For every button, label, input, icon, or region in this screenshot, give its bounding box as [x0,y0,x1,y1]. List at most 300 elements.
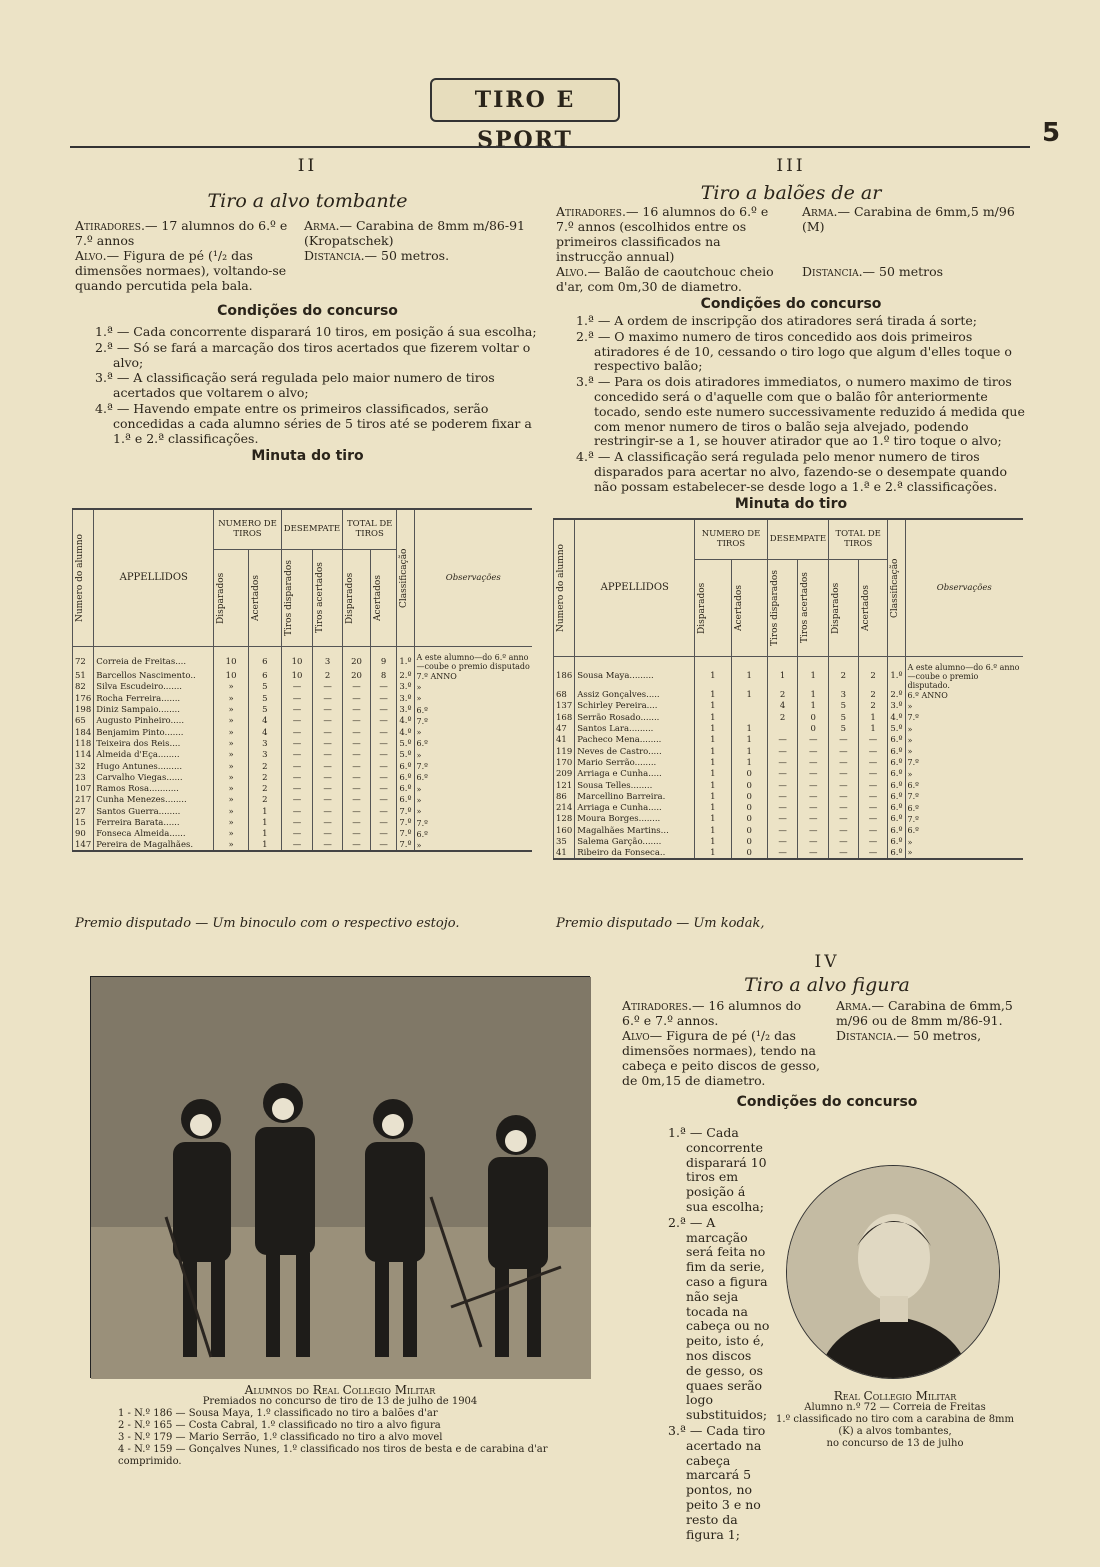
subheader-cell [767,559,798,656]
cell-observacao: 7.º [905,814,1023,825]
cell-numero: 176 [73,693,94,704]
cell-classificacao: 7.º [397,829,414,840]
cell-tiros-disparados: — [281,704,312,715]
cell-tiros-acertados: 3 [313,646,343,671]
portrait-caption [770,1390,1020,1450]
cell-classificacao: 3.º [888,701,905,712]
prize-ii: Premio disputado — Um binoculo com o respectivo estojo. [75,916,460,931]
minuta-title: Minuta do tiro [251,448,364,465]
condition-item: 3.ª — A classificação será regulada pelo maior numero de tiros acertados que voltarem o alvo; [95,370,495,401]
cell-disparados: 1 [695,690,731,701]
cell-total-disparados: — [343,750,371,761]
caption-line: no concurso de 13 de julho [826,1438,964,1449]
cell-apellido: Sousa Telles........ [575,780,695,791]
cell-apellido: Moura Borges........ [575,814,695,825]
cell-disparados: » [214,795,249,806]
cell-numero: 118 [73,738,94,749]
cell-classificacao: 5.º [888,723,905,734]
alvo-label: Alvo. [556,264,588,279]
cell-total-disparados: — [343,783,371,794]
cell-numero: 32 [73,761,94,772]
cell-acertados: 2 [248,783,281,794]
cell-observacao: 7.º [905,712,1023,723]
cell-observacao: 6.º [414,738,532,749]
distancia-label: Distancia. [836,1028,897,1043]
conditions-title: Condições do concurso [736,1094,918,1110]
cell-apellido: Hugo Antunes......... [94,761,214,772]
condition-item: 4.ª — A classificação será regulada pelo menor numero de tiros disparados para acertar no alvo, fazendo-se o desempate quando não possam estabelecer-se desde logo a 1.ª e 2.ª classificações. [576,449,1007,494]
cell-observacao: 6.º [414,772,532,783]
cell-apellido: Silva Escudeiro....... [94,682,214,693]
subheader-cell [343,549,371,646]
cell-tiros-acertados: — [313,761,343,772]
cell-numero: 27 [73,806,94,817]
table-row [73,806,533,817]
cell-disparados: » [214,682,249,693]
subheader-text: Disparados [697,581,708,634]
cell-disparados: » [214,840,249,851]
cell-apellido: Rocha Ferreira....... [94,693,214,704]
section-numeral: III [776,156,806,176]
cell-disparados: 10 [214,646,249,671]
cell-observacao: 7.º [414,817,532,828]
cell-total-disparados: 20 [343,671,371,682]
cell-apellido: Pereira de Magalhães. [94,840,214,851]
cell-classificacao: 1.º [888,656,905,690]
cell-tiros-acertados: — [313,738,343,749]
cell-numero: 35 [554,836,575,847]
condition-item: 1.ª — Cada concorrente disparará 10 tiros em posição á sua escolha; [668,1125,767,1214]
cell-observacao: » [414,795,532,806]
header-apellidos: APPELLIDOS [94,509,214,646]
table-row [73,682,533,693]
table-row [73,704,533,715]
header-rule [70,146,1030,148]
table-row [554,701,1024,712]
cell-acertados: 5 [248,682,281,693]
cell-observacao: » [414,682,532,693]
cell-apellido: Diniz Sampaio........ [94,704,214,715]
cell-total-acertados: 9 [370,646,396,671]
cell-acertados: 0 [731,836,767,847]
cell-numero: 121 [554,780,575,791]
table-row [554,836,1024,847]
group-photo-image [91,977,591,1379]
header-desempate: DESEMPATE [281,509,342,549]
cell-classificacao: 2.º [397,671,414,682]
atiradores-label: Atiradores. [556,204,626,219]
section-ii [75,156,540,464]
subheader-text: Disparados [345,571,356,624]
conditions-title: Condições do concurso [700,296,882,312]
cell-tiros-disparados: 1 [767,656,798,690]
cell-apellido: Marcellino Barreira. [575,791,695,802]
cell-tiros-acertados: — [313,783,343,794]
cell-tiros-disparados: — [767,791,798,802]
caption-line: 3 - N.º 179 — Mario Serrão, 1.º classificado no tiro a alvo movel [118,1432,443,1443]
cell-total-acertados: — [858,769,888,780]
cell-total-disparados: — [343,795,371,806]
table-row [73,783,533,794]
table-row [554,769,1024,780]
cell-total-disparados: — [829,825,859,836]
table-row [73,829,533,840]
cell-total-acertados: — [370,738,396,749]
table-header-row [554,519,1024,559]
cell-classificacao: 3.º [397,704,414,715]
cell-observacao: 6.º [414,704,532,715]
cell-observacao: A este alumno—do 6.º anno—coube o premio disputado [414,646,532,671]
arma-text: — Carabina de 8mm m/86-91 (Kropatschek) [304,218,525,248]
arma-label: Arma. [802,204,838,219]
table-row [73,646,533,671]
cell-observacao: » [414,806,532,817]
cell-tiros-acertados: — [313,806,343,817]
cell-acertados [731,712,767,723]
cell-total-acertados: — [858,825,888,836]
cell-total-acertados: — [370,783,396,794]
cell-total-disparados: 3 [829,690,859,701]
cell-disparados: » [214,716,249,727]
cell-numero: 119 [554,746,575,757]
cell-classificacao: 2.º [888,690,905,701]
cell-tiros-disparados: — [281,795,312,806]
cell-tiros-disparados: 2 [767,712,798,723]
cell-numero: 41 [554,735,575,746]
portrait-photo [786,1165,1000,1379]
subheader-text: Tiros disparados [769,569,780,646]
cell-observacao: » [414,783,532,794]
table-row [554,723,1024,734]
cell-disparados: 1 [695,746,731,757]
cell-apellido: Pacheco Mena........ [575,735,695,746]
cell-total-disparados: — [829,780,859,791]
cell-observacao: 6.º [905,802,1023,813]
cell-apellido: Arriaga e Cunha..... [575,802,695,813]
prize-iii: Premio disputado — Um kodak, [556,916,765,931]
cell-tiros-acertados: — [798,814,829,825]
section-iii [556,156,1026,512]
portrait-image [787,1166,1000,1379]
cell-classificacao: 6.º [888,814,905,825]
cell-numero: 209 [554,769,575,780]
cell-numero: 68 [554,690,575,701]
header-numero [554,519,575,656]
cell-classificacao: 5.º [397,738,414,749]
cell-acertados: 4 [248,716,281,727]
cell-tiros-acertados: — [798,848,829,859]
cell-classificacao: 3.º [397,693,414,704]
cell-classificacao: 6.º [397,783,414,794]
cell-tiros-acertados: — [313,704,343,715]
cell-classificacao: 7.º [397,817,414,828]
cell-numero: 160 [554,825,575,836]
cell-observacao: A este alumno—do 6.º anno—coube o premio disputado. [905,656,1023,690]
cell-observacao: 7.º [905,757,1023,768]
header-desempate: DESEMPATE [767,519,828,559]
cell-total-disparados: — [343,772,371,783]
alvo-label: Alvo. [75,248,107,263]
cell-tiros-acertados: — [313,840,343,851]
conditions-title: Condições do concurso [217,303,398,319]
cell-numero: 82 [73,682,94,693]
atiradores-text: — 17 alumnos do 6.º e 7.º annos [75,218,288,248]
caption-line: 4 - N.º 159 — Gonçalves Nunes, 1.º classificado nos tiros de besta e de carabina d'ar comprimido. [118,1444,548,1467]
cell-acertados: 1 [731,690,767,701]
cell-tiros-disparados: — [281,806,312,817]
cell-total-disparados: — [829,791,859,802]
cell-apellido: Fonseca Almeida...... [94,829,214,840]
cell-numero: 114 [73,750,94,761]
cell-numero: 186 [554,656,575,690]
cell-total-acertados: — [370,806,396,817]
cell-classificacao: 1.º [397,646,414,671]
cell-disparados: 1 [695,769,731,780]
subheader-cell [281,549,312,646]
cell-total-acertados: — [370,840,396,851]
cell-tiros-acertados: — [313,750,343,761]
cell-observacao: » [905,701,1023,712]
cell-numero: 41 [554,848,575,859]
minuta-title: Minuta do tiro [734,495,848,512]
header-classificacao-text: Classificação [399,548,410,608]
cell-classificacao: 4.º [888,712,905,723]
cell-numero: 128 [554,814,575,825]
cell-tiros-disparados: — [767,757,798,768]
cell-observacao: » [905,848,1023,859]
cell-total-disparados: — [829,769,859,780]
cell-apellido: Barcellos Nascimento.. [94,671,214,682]
cell-total-disparados: 5 [829,701,859,712]
section-numeral: IV [814,952,840,972]
cell-classificacao: 6.º [888,791,905,802]
cell-total-disparados: — [343,682,371,693]
arma-text: — Carabina de 6mm,5 m/96 ou de 8mm m/86-91. [836,998,1013,1028]
cell-observacao: 6.º ANNO [905,690,1023,701]
cell-classificacao: 6.º [888,836,905,847]
subheader-cell [731,559,767,656]
subheader-cell [248,549,281,646]
cell-acertados: 2 [248,772,281,783]
cell-total-disparados: — [343,716,371,727]
cell-apellido: Serrão Rosado....... [575,712,695,723]
table-row [554,814,1024,825]
cell-tiros-acertados: — [798,802,829,813]
table-row [554,712,1024,723]
section-title: Tiro a alvo tombante [207,190,408,212]
cell-classificacao: 6.º [888,848,905,859]
cell-acertados: 1 [731,757,767,768]
cell-apellido: Salema Garção....... [575,836,695,847]
cell-tiros-acertados: — [313,727,343,738]
cell-classificacao: 3.º [397,682,414,693]
cell-disparados: » [214,772,249,783]
header-apellidos: APPELLIDOS [575,519,695,656]
cell-total-acertados: — [858,780,888,791]
cell-tiros-acertados: — [798,769,829,780]
cell-total-acertados: — [858,814,888,825]
subheader-text: Tiros disparados [283,559,294,636]
condition-item: 4.ª — Havendo empate entre os primeiros classificados, serão concedidas a cada alumno séries de 5 tiros até se poderem fixar a 1.ª e 2.ª classificações. [95,400,532,446]
cell-disparados: » [214,783,249,794]
caption-line: 1.º classificado no tiro com a carabina de 8mm [775,1414,1015,1425]
cell-numero: 147 [73,840,94,851]
cell-numero: 15 [73,817,94,828]
cell-acertados: 1 [731,746,767,757]
cell-numero: 184 [73,727,94,738]
cell-total-acertados: — [370,693,396,704]
alvo-text: — Figura de pé (¹/₂ das dimensões normaes), voltando-se quando percutida pela bala. [75,248,287,293]
cell-acertados: 2 [248,795,281,806]
cell-numero: 51 [73,671,94,682]
condition-item: 3.ª — Cada tiro acertado na cabeça marcará 5 pontos, no peito 3 e no resto da figura 1; [668,1422,766,1542]
cell-disparados: 1 [695,656,731,690]
cell-observacao: 6.º [905,780,1023,791]
distancia-text: — 50 metros. [364,248,450,263]
cell-total-acertados: — [370,829,396,840]
header-total: TOTAL DE TIROS [343,509,397,549]
cell-tiros-acertados: — [313,795,343,806]
cell-acertados: 0 [731,769,767,780]
cell-total-disparados: — [829,848,859,859]
distancia-label: Distancia. [304,248,365,263]
cell-tiros-disparados: — [281,750,312,761]
cell-apellido: Arriaga e Cunha..... [575,769,695,780]
cell-disparados: 1 [695,848,731,859]
header-classificacao [397,509,414,646]
group-photo-caption [90,1384,590,1468]
cell-disparados: 1 [695,723,731,734]
cell-total-disparados: — [343,817,371,828]
subheader-text: Tiros acertados [315,562,326,633]
cell-total-acertados: 8 [370,671,396,682]
subheader-cell [370,549,396,646]
cell-observacao: » [905,746,1023,757]
subheader-text: Acertados [250,574,261,621]
cell-acertados: 0 [731,814,767,825]
cell-observacao: 7.º [414,716,532,727]
cell-disparados: 1 [695,791,731,802]
cell-total-disparados: — [343,738,371,749]
results-table-ii [72,508,532,852]
table-row [554,656,1024,690]
cell-tiros-disparados: — [281,840,312,851]
subheader-text: Acertados [372,574,383,621]
table-row [73,772,533,783]
header-classificacao [888,519,905,656]
cell-disparados: 1 [695,836,731,847]
cell-classificacao: 6.º [397,772,414,783]
page-number: 5 [1042,118,1061,148]
cell-acertados: 2 [248,761,281,772]
cell-total-acertados: — [370,772,396,783]
cell-tiros-acertados: 0 [798,723,829,734]
subheader-cell [829,559,859,656]
caption-line: (K) a alvos tombantes, [838,1426,952,1437]
cell-apellido: Ramos Rosa........... [94,783,214,794]
cell-acertados: 1 [248,806,281,817]
cell-disparados: 1 [695,712,731,723]
table-row [73,727,533,738]
alvo-text: — Balão de caoutchouc cheio d'ar, com 0m,30 de diametro. [556,264,774,294]
cell-total-acertados: — [858,791,888,802]
cell-apellido: Magalhães Martins... [575,825,695,836]
cell-disparados: 1 [695,802,731,813]
cell-disparados: 1 [695,825,731,836]
cell-tiros-disparados: — [767,802,798,813]
cell-observacao: 7.º ANNO [414,671,532,682]
cell-total-acertados: — [370,795,396,806]
cell-observacao: 7.º [905,791,1023,802]
subheader-text: Acertados [733,584,744,631]
cell-apellido: Santos Lara......... [575,723,695,734]
atiradores-label: Atiradores. [622,998,692,1013]
table-row [554,780,1024,791]
cell-acertados: 1 [248,817,281,828]
cell-acertados: 6 [248,671,281,682]
cell-observacao: 6.º [905,825,1023,836]
cell-total-acertados: 2 [858,656,888,690]
header-total: TOTAL DE TIROS [829,519,888,559]
cell-tiros-disparados: — [767,848,798,859]
cell-total-acertados: — [858,746,888,757]
cell-total-acertados: 2 [858,701,888,712]
cell-total-disparados: — [343,840,371,851]
cell-tiros-disparados: — [767,825,798,836]
cell-total-acertados: — [370,727,396,738]
table-row [73,738,533,749]
group-photo [90,976,590,1378]
cell-tiros-acertados: — [313,817,343,828]
alvo-label: Alvo [622,1028,650,1043]
cell-classificacao: 6.º [888,780,905,791]
cell-total-disparados: — [829,746,859,757]
cell-acertados: 3 [248,738,281,749]
cell-disparados: 1 [695,757,731,768]
table-row [554,791,1024,802]
cell-numero: 214 [554,802,575,813]
cell-tiros-disparados: — [767,746,798,757]
section-iv [622,952,1032,1110]
cell-total-disparados: — [829,802,859,813]
cell-disparados: » [214,727,249,738]
header-classificacao-text: Classificação [890,558,901,618]
table-row [554,690,1024,701]
cell-disparados: » [214,704,249,715]
results-table-iii [553,518,1023,860]
caption-subtitle: Premiados no concurso de tiro de 13 de julho de 1904 [202,1396,478,1407]
table-row [554,802,1024,813]
cell-classificacao: 4.º [397,727,414,738]
subheader-text: Disparados [216,571,227,624]
table-row [73,817,533,828]
cell-disparados: » [214,761,249,772]
cell-observacao: » [905,769,1023,780]
cell-total-acertados: — [370,704,396,715]
cell-tiros-disparados: — [281,817,312,828]
cell-apellido: Santos Guerra........ [94,806,214,817]
cell-classificacao: 6.º [888,825,905,836]
arma-label: Arma. [836,998,872,1013]
cell-tiros-acertados: — [798,836,829,847]
cell-numero: 90 [73,829,94,840]
cell-tiros-acertados: — [798,791,829,802]
cell-numero: 168 [554,712,575,723]
caption-title: Real Collegio Militar [833,1389,957,1403]
caption-title: Alumnos do Real Collegio Militar [244,1383,436,1397]
cell-tiros-acertados: — [798,746,829,757]
cell-observacao: » [414,750,532,761]
